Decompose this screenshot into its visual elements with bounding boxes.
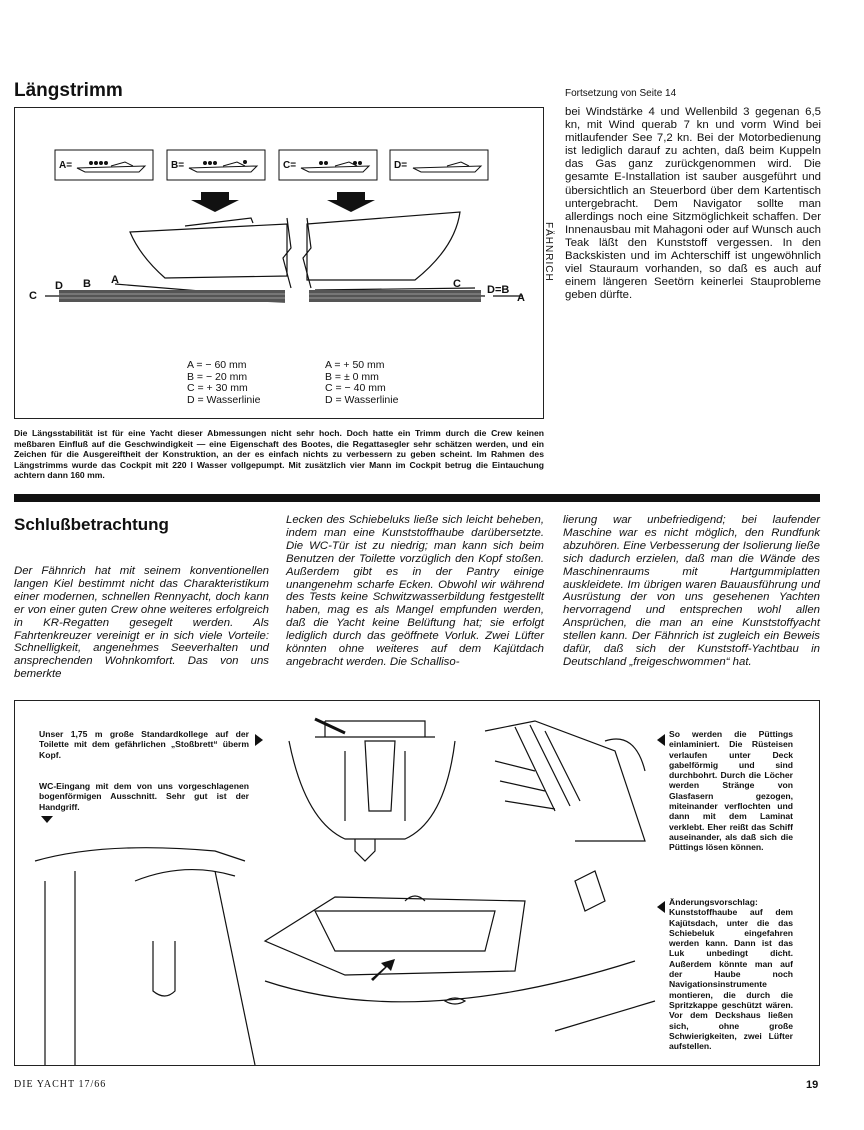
column-1-text: Der Fähnrich hat mit seinem konventionellen langen Kiel bestimmt nicht das Charakteristikum einer modernen, schnellen Rennyacht, doch kann er von einer guten Crew ohne weiteres erfolgreich in KR-Regatten gesegelt werden. Als Fahrtenkreuzer vereinigt er in sich viele Vorteile: Schnelligkeit, angenehmes Seeverhalten und ansprechenden Wohnkomfort. Das von uns bemerkte	[14, 565, 269, 681]
caption-toilet: Unser 1,75 m große Standardkollege auf der Toilette mit dem gefährlichen „Stoßbrett“ überm Kopf.	[39, 729, 249, 760]
water-band-right	[309, 290, 481, 302]
right-value-c: C = − 40 mm	[325, 382, 386, 394]
up-arrow-icon	[371, 959, 395, 981]
left-value-a: A = − 60 mm	[187, 359, 247, 371]
left-trim-values	[187, 360, 260, 406]
wl-label-c-right: C	[453, 278, 461, 290]
down-arrow-icon-right	[327, 192, 375, 212]
state-label-a: A=	[59, 160, 73, 171]
right-trim-values	[325, 360, 398, 406]
trim-diagram-drawing	[15, 108, 543, 418]
right-column-text: bei Windstärke 4 und Wellenbild 3 gegenan 6,5 kn, mit Wind querab 7 kn und vorm Wind bei mitlaufender See 7,2 kn. Bei der Motorbedienung ist lediglich darauf zu achten, daß beim Kuppeln das Gas ganz zurückgenommen wird. Die gesamte E-Installation ist sauber ausgeführt und übersichtlich an Steuerbord über dem Kartentisch untergebracht. Dem Navigator sollte man allerdings noch eine Sitzmöglichkeit schaffen. Der Innenausbau mit Mahagoni oder auf Wunsch auch Teak läßt den Kunststoff vergessen. In den Backskisten und im Achterschiff ist ungewöhnlich viel Stauraum vorhanden, so daß es auch auf einem längeren Seetörn keinerlei Stauprobleme geben dürfte.	[565, 106, 821, 302]
wl-label-a-right: A	[517, 292, 525, 304]
state-label-b: B=	[171, 160, 185, 171]
continuation-note: Fortsetzung von Seite 14	[565, 88, 677, 99]
hatch-proposal-sketch	[265, 897, 525, 975]
wl-label-b-left: B	[83, 278, 91, 290]
state-label-c: C=	[283, 160, 297, 171]
illustrations-box	[14, 700, 820, 1066]
caption-wc-entry: WC-Eingang mit dem von uns vorgeschlagenen bogenförmigen Ausschnitt. Sehr gut ist der Handgriff.	[39, 781, 249, 812]
right-value-a: A = + 50 mm	[325, 359, 385, 371]
mini-boat-b	[189, 166, 257, 172]
wl-label-d-left: D	[55, 280, 63, 292]
hull-right	[307, 212, 460, 280]
hull-left	[130, 224, 287, 278]
caption-proposal: Änderungsvorschlag: Kunststoffhaube auf dem Kajütsdach, unter die das Schiebeluk eingefahren werden kann. Dann ist das Luk unbedingt dicht. Außerdem könnte man auf der Haube noch Navigationsinstrumente montieren, die durch die Spritzkappe geschützt wären. Vor dem Deckshaus ließen sich, ohne große Schwierigkeiten, zwei Lüfter aufstellen.	[669, 897, 793, 1052]
wl-label-a-left: A	[111, 274, 119, 286]
water-band-left	[59, 290, 285, 302]
mini-boat-c	[301, 166, 369, 172]
trim-diagram	[14, 107, 554, 419]
figure-caption: Die Längsstabilität ist für eine Yacht dieser Abmessungen nicht sehr hoch. Doch hatte ein Trimm durch die Crew keinen meßbaren Einfluß auf die Geschwindigkeit — eine Eigenschaft des Bootes, die Regattasegler sehr schätzen werden, und ein Zeichen für die Ausgereiftheit der Konstruktion, an der es einfach nichts zu verbessern zu geben scheint. Im Rahmen des Längstrimms wurde das Cockpit mit 220 l Wasser vollgepumpt. Mit zusätzlich vier Mann im Cockpit betrug die Eintauchung achtern dann 160 mm.	[14, 428, 544, 480]
section-title-laengstrimm: Längstrimm	[14, 80, 123, 101]
page-number: 19	[806, 1079, 819, 1091]
mini-boat-d	[413, 166, 481, 172]
section-title-schlussbetrachtung: Schlußbetrachtung	[14, 515, 169, 534]
caption-puettings: So werden die Püttings einlaminiert. Die Rüsteisen verlaufen unter Deck gabelförmig und sind durchbohrt. Durch die Löcher werden Stränge von Glasfasern gezogen, miteinander verflochten und dann mit dem Laminat verklebt. Eher reißt das Schiff auseinander, als daß sich die Püttings lösen können.	[669, 729, 793, 853]
state-label-d: D=	[394, 160, 408, 171]
mini-boat-a	[77, 166, 145, 172]
doorway-sketch	[35, 848, 245, 861]
right-value-b: B = ± 0 mm	[325, 370, 379, 383]
column-3-text: lierung war unbefriedigend; bei laufender Maschine war es nicht möglich, den Rundfunk abzuhören. Eine Verbesserung der Isolierung ließe sich dadurch erzielen, daß man die Wände des Maschinenraums mit Hartgummiplatten auskleidete. Im übrigen waren Bauausführung und Ausrüstung der von uns gesehenen Yachten hervorragend und entsprechen wohl allen Ansprüchen, die man an eine Kunststoffyacht stellen kann. Der Fähnrich ist zugleich ein Beweis dafür, daß sich der Kunststoff-Yachtbau in Deutschland „freigeschwommen“ hat.	[563, 514, 820, 668]
right-value-d: D = Wasserlinie	[325, 393, 399, 406]
wl-label-db-right: D=B	[487, 284, 510, 296]
arrow-left-icon-proposal	[657, 901, 665, 913]
column-2-text: Lecken des Schiebeluks ließe sich leicht beheben, indem man eine Kunststoffhaube darübersetzte. Die WC-Tür ist zu niedrig; man kann sich beim Benutzen der Toilette vorzüglich den Kopf stoßen. Außerdem gibt es in der Pantry einige unangenehm scharfe Ecken. Obwohl wir während des Tests keine Schwitzwasserbildung festgestellt haben, mag es als Mangel empfunden werden, daß die Yacht keine Belüftung hat; sie erfolgt lediglich durch das geöffnete Vorluk. Zwei Lüfter könnten ohne weiteres auf dem Kajütdach angebracht werden. Die Schalliso-	[286, 514, 544, 668]
arrow-right-icon	[255, 734, 263, 746]
left-value-c: C = + 30 mm	[187, 382, 248, 394]
arrow-left-icon-puettings	[657, 734, 665, 746]
wl-label-c-left: C	[29, 290, 37, 302]
vertical-label-faehnrich: FÄHNRICH	[543, 222, 554, 282]
left-value-d: D = Wasserlinie	[187, 393, 261, 406]
down-arrow-icon-left	[191, 192, 239, 212]
left-value-b: B = − 20 mm	[187, 370, 248, 383]
footer-magazine: DIE YACHT 17/66	[14, 1079, 107, 1090]
arrow-down-icon	[41, 816, 53, 823]
hull-section	[289, 741, 455, 839]
section-divider	[14, 494, 820, 502]
